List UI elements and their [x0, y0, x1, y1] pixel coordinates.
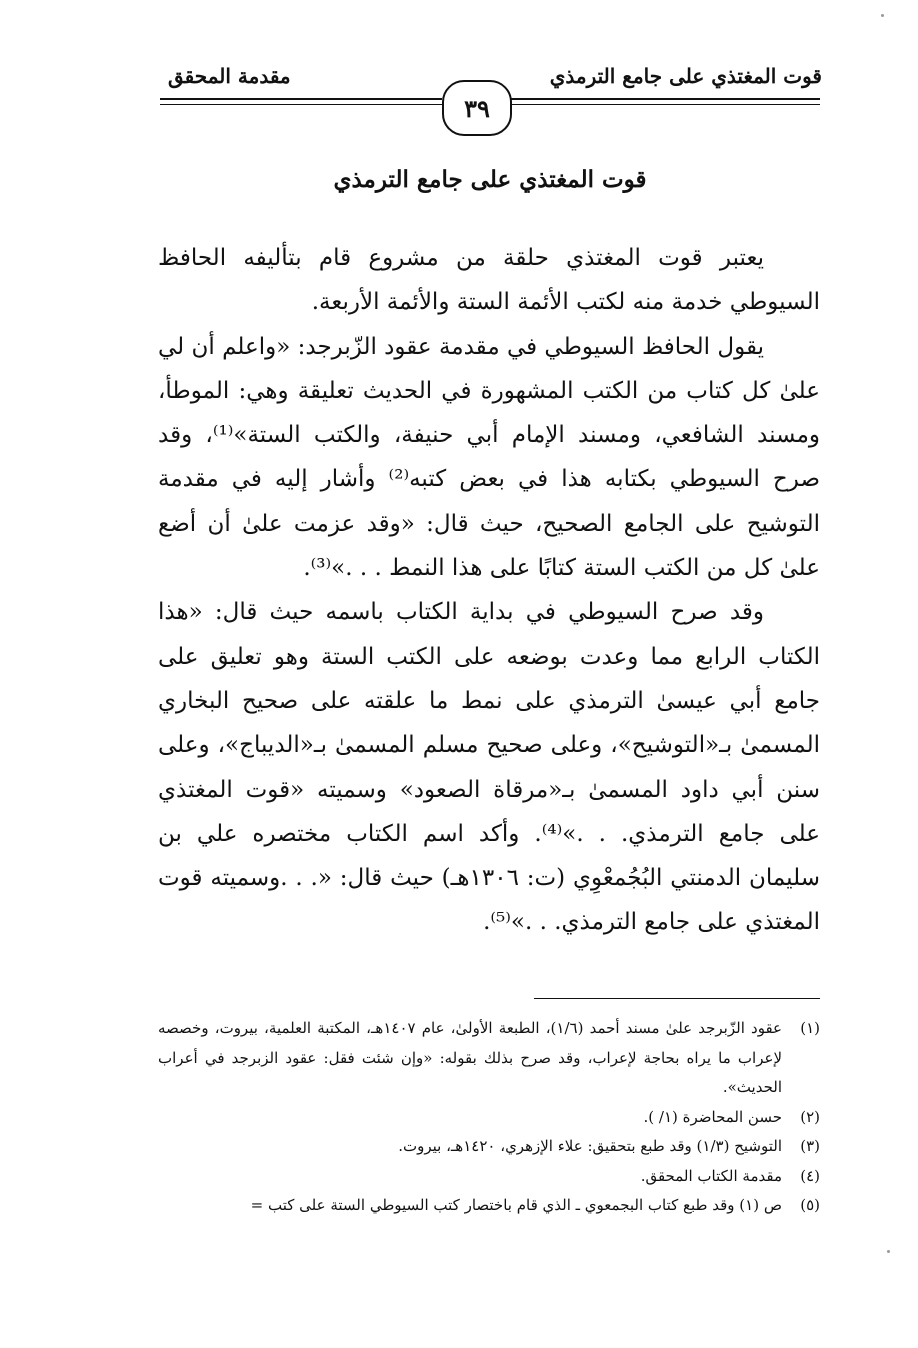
footnote-text: التوشيح (١/٣) وقد طبع بتحقيق: علاء الإزهري، ١٤٢٠هـ، بيروت. — [398, 1137, 782, 1155]
footnote-number: (٥) — [800, 1196, 820, 1214]
footnote-text: حسن المحاضرة (١/ ). — [643, 1107, 782, 1126]
footnote — [158, 1162, 820, 1192]
footnote-number: (١) — [800, 1019, 820, 1037]
footnote-text: مقدمة الكتاب المحقق. — [640, 1166, 782, 1185]
footnote — [158, 1132, 820, 1162]
header-rule-right-bottom — [508, 104, 820, 105]
footnote — [158, 1103, 820, 1133]
footnote-separator — [534, 998, 820, 999]
paragraph: يعتبر قوت المغتذي حلقة من مشروع قام بتأليفه الحافظ السيوطي خدمة منه لكتب الأئمة الستة والأئمة الأربعة. — [158, 245, 820, 316]
scan-speck — [887, 1250, 890, 1253]
section-title: قوت المغتذي على جامع الترمذي — [333, 166, 647, 193]
body-text — [158, 236, 820, 945]
footnote — [158, 1191, 820, 1221]
footnote-number: (٢) — [800, 1107, 820, 1126]
page-number-badge — [442, 80, 512, 136]
footnote-text: عقود الزّبرجد علىٰ مسند أحمد (١/٦)، الطبعة الأولىٰ، عام ١٤٠٧هـ، المكتبة العلمية، بيروت، وخصصه لإعراب ما يراه بحاجة لإعراب، وقد صرح بذلك بقوله: «وإن شئت فقل: عقود الزبرجد في أعراب الحديث». — [158, 1019, 782, 1096]
footnote — [158, 1014, 820, 1103]
header-rule-left-bottom — [160, 104, 442, 105]
footnote-number: (٣) — [800, 1137, 820, 1155]
scan-speck — [881, 14, 884, 17]
page-number: ٣٩ — [464, 93, 490, 123]
footnotes — [158, 1014, 820, 1221]
paragraph: يقول الحافظ السيوطي في مقدمة عقود الزّبرجد: «واعلم أن لي علىٰ كل كتاب من الكتب المشهورة في الحديث تعليقة وهي: الموطأ، ومسند الشافعي، ومسند الإمام أبي حنيفة، والكتب الستة»⁽¹⁾، وقد صرح السيوطي بكتابه هذا في بعض كتبه⁽²⁾ وأشار إليه في مقدمة التوشيح على الجامع الصحيح، حيث قال: «وقد عزمت علىٰ أن أضع علىٰ كل من الكتب الستة كتابًا على هذا النمط . . .»⁽³⁾. — [158, 333, 820, 582]
footnote-number: (٤) — [800, 1166, 820, 1185]
footnote-text: ص (١) وقد طبع كتاب البجمعوي ـ الذي قام باختصار كتب السيوطي الستة على كتب = — [250, 1196, 782, 1214]
header-rule-left-top — [160, 98, 442, 100]
header-rule-right-top — [508, 98, 820, 100]
paragraph: وقد صرح السيوطي في بداية الكتاب باسمه حيث قال: «هذا الكتاب الرابع مما وعدت بوضعه على الكتب الستة وهو تعليق على جامع أبي عيسىٰ الترمذي على نمط ما علقته على صحيح البخاري المسمىٰ بـ«التوشيح»، وعلى صحيح مسلم المسمىٰ بـ«الديباج»، وعلى سنن أبي داود المسمىٰ بـ«مرقاة الصعود» وسميته «قوت المغتذي على جامع الترمذي. . .»⁽⁴⁾. وأكد اسم الكتاب مختصره علي بن سليمان الدمنتي البُجُمعْوِي (ت: ١٣٠٦هـ) حيث قال: «. . .وسميته قوت المغتذي على جامع الترمذي. . .»⁽⁵⁾. — [158, 599, 821, 936]
running-head-book-title: قوت المغتذي على جامع الترمذي — [549, 64, 822, 88]
running-head-section: مقدمة المحقق — [168, 64, 291, 88]
